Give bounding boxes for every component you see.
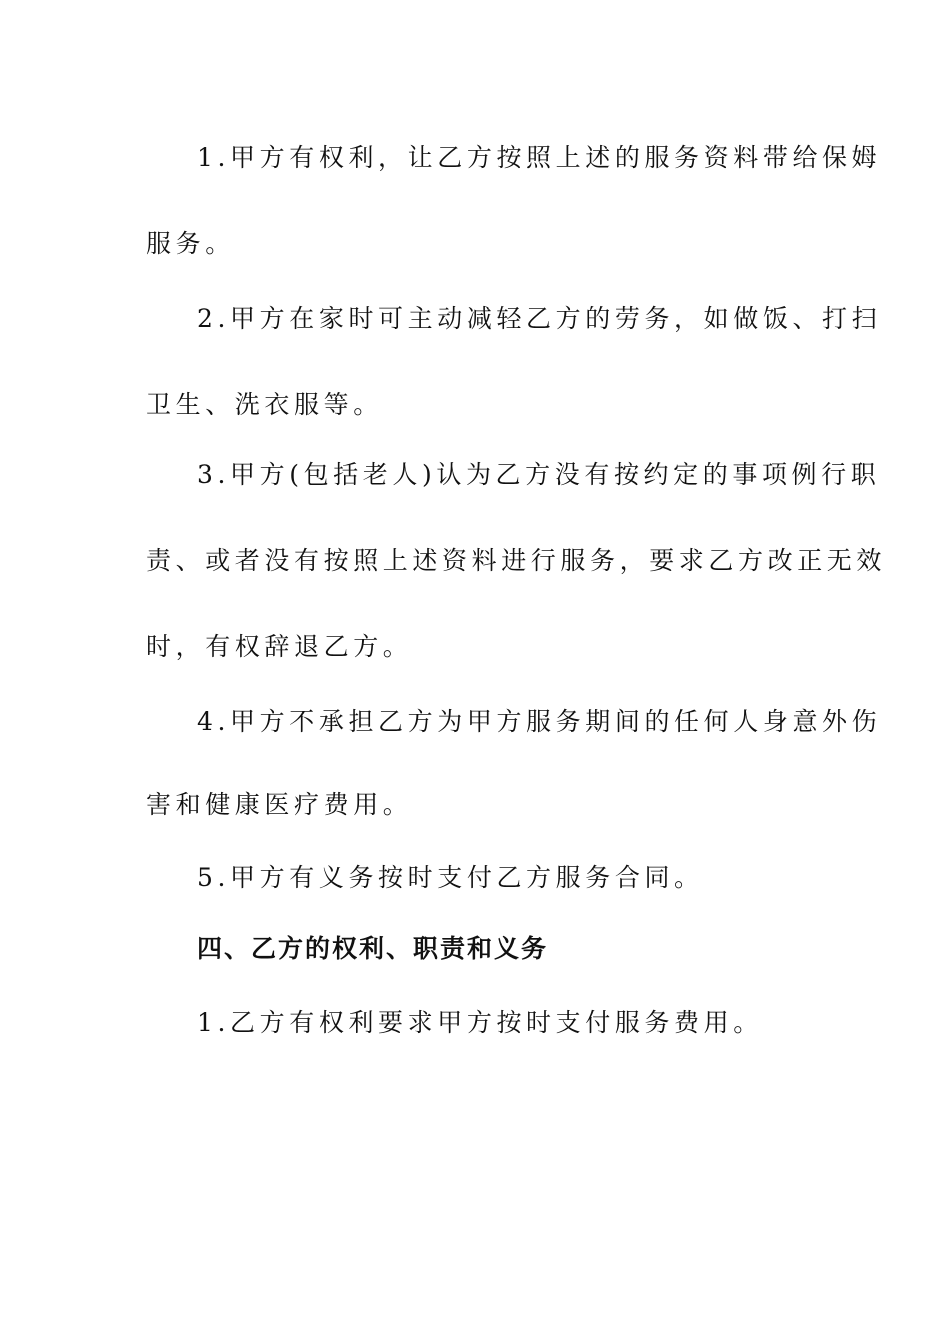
paragraph-1-line-2: 服务。 [146, 229, 235, 258]
section-paragraph-1-line-1: 1.乙方有权利要求甲方按时支付服务费用。 [197, 1008, 763, 1037]
paragraph-5-line-1: 5.甲方有义务按时支付乙方服务合同。 [197, 863, 704, 892]
paragraph-2-line-2: 卫生、洗衣服等。 [146, 390, 383, 419]
paragraph-3-line-1: 3.甲方(包括老人)认为乙方没有按约定的事项例行职 [197, 460, 881, 489]
paragraph-4-line-2: 害和健康医疗费用。 [146, 790, 413, 819]
paragraph-3-line-3: 时，有权辞退乙方。 [146, 632, 413, 661]
paragraph-2-line-1: 2.甲方在家时可主动减轻乙方的劳务，如做饭、打扫 [197, 304, 882, 333]
paragraph-1-line-1: 1.甲方有权利，让乙方按照上述的服务资料带给保姆 [197, 143, 882, 172]
section-heading: 四、乙方的权利、职责和义务 [197, 934, 549, 963]
paragraph-4-line-1: 4.甲方不承担乙方为甲方服务期间的任何人身意外伤 [197, 707, 882, 736]
paragraph-3-line-2: 责、或者没有按照上述资料进行服务，要求乙方改正无效 [146, 546, 887, 575]
